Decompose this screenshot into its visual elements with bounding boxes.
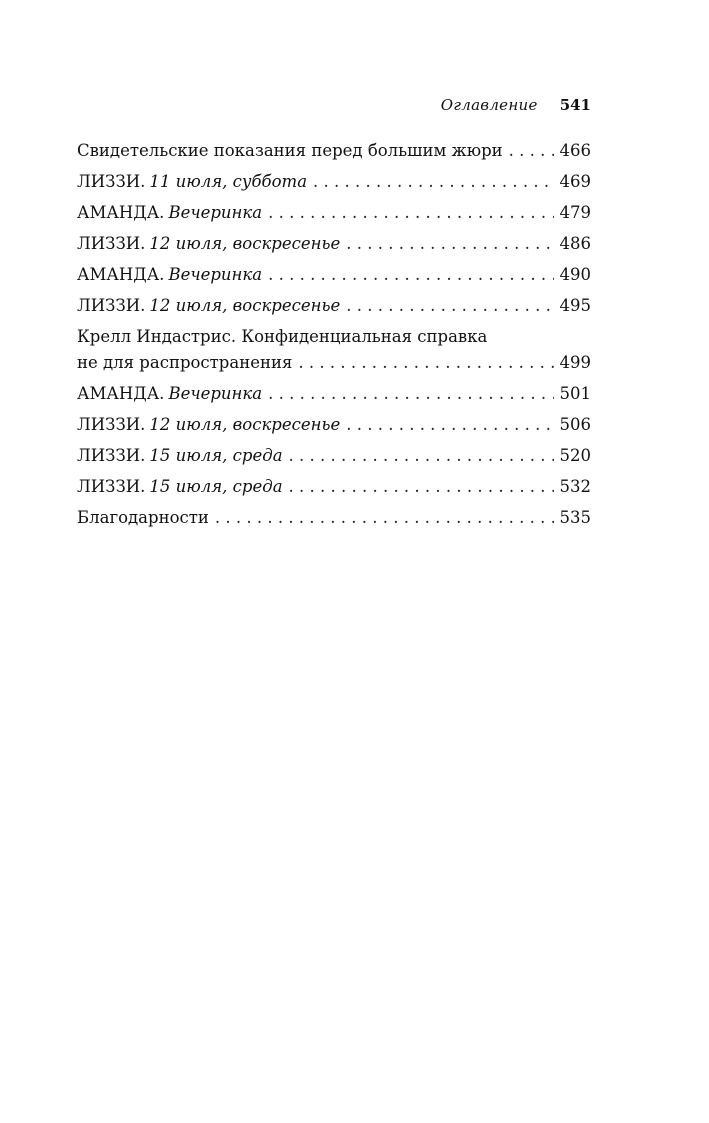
toc-dot-leader [268, 262, 553, 288]
table-of-contents [77, 138, 591, 531]
toc-entry-title: АМАНДА. [77, 384, 165, 403]
toc-entry [77, 381, 591, 407]
toc-dot-leader [289, 443, 554, 469]
toc-dot-leader [215, 505, 554, 531]
toc-entry [77, 293, 591, 319]
toc-entry-page: 520 [559, 446, 591, 465]
toc-dot-leader [298, 350, 553, 376]
toc-entry-subtitle: 12 июля, воскресенье [149, 234, 341, 253]
toc-entry-subtitle: Вечеринка [168, 265, 263, 284]
toc-entry-title: ЛИЗЗИ. [77, 477, 146, 496]
toc-entry-title-line-1: Крелл Индастрис. Конфиденциальная справка [77, 327, 488, 346]
toc-entry-page: 479 [559, 203, 591, 222]
toc-entry-title: АМАНДА. [77, 203, 165, 222]
toc-entry-page: 535 [559, 508, 591, 527]
toc-entry-page: 506 [559, 415, 591, 434]
toc-entry-page: 486 [559, 234, 591, 253]
toc-dot-leader [289, 474, 554, 500]
toc-entry [77, 474, 591, 500]
toc-entry-page: 495 [559, 296, 591, 315]
toc-entry [77, 231, 591, 257]
toc-entry-page: 466 [559, 141, 591, 160]
toc-dot-leader [268, 381, 553, 407]
toc-entry-page: 490 [559, 265, 591, 284]
toc-entry [77, 138, 591, 164]
toc-entry-title: ЛИЗЗИ. [77, 234, 146, 253]
toc-entry-title: ЛИЗЗИ. [77, 446, 146, 465]
page-number: 541 [559, 96, 591, 114]
toc-dot-leader [509, 138, 554, 164]
toc-entry-subtitle: 15 июля, среда [149, 477, 283, 496]
toc-entry-subtitle: Вечеринка [168, 384, 263, 403]
toc-dot-leader [346, 293, 553, 319]
toc-entry-title: ЛИЗЗИ. [77, 415, 146, 434]
toc-entry [77, 200, 591, 226]
toc-entry-title: Свидетельские показания перед большим жюри [77, 141, 503, 160]
toc-entry-title: ЛИЗЗИ. [77, 172, 146, 191]
toc-entry [77, 262, 591, 288]
toc-entry-subtitle: 15 июля, среда [149, 446, 283, 465]
toc-entry-page: 499 [559, 353, 591, 372]
toc-entry-subtitle: 11 июля, суббота [149, 172, 308, 191]
toc-dot-leader [346, 231, 553, 257]
toc-entry-title: не для распространения [77, 353, 293, 372]
toc-entry-subtitle: 12 июля, воскресенье [149, 415, 341, 434]
toc-dot-leader [313, 169, 553, 195]
toc-entry [77, 443, 591, 469]
toc-entry-page: 469 [559, 172, 591, 191]
toc-dot-leader [346, 412, 553, 438]
toc-entry [77, 324, 591, 376]
toc-entry-title: АМАНДА. [77, 265, 165, 284]
toc-entry [77, 505, 591, 531]
toc-entry-subtitle: 12 июля, воскресенье [149, 296, 341, 315]
toc-dot-leader [268, 200, 553, 226]
toc-entry-title: Благодарности [77, 508, 209, 527]
book-page [77, 96, 591, 536]
running-head-section-title: Оглавление [440, 96, 538, 114]
toc-entry [77, 169, 591, 195]
running-head [77, 96, 591, 122]
toc-entry-title: ЛИЗЗИ. [77, 296, 146, 315]
toc-entry-subtitle: Вечеринка [168, 203, 263, 222]
toc-entry-page: 532 [559, 477, 591, 496]
toc-entry-page: 501 [559, 384, 591, 403]
toc-entry [77, 412, 591, 438]
